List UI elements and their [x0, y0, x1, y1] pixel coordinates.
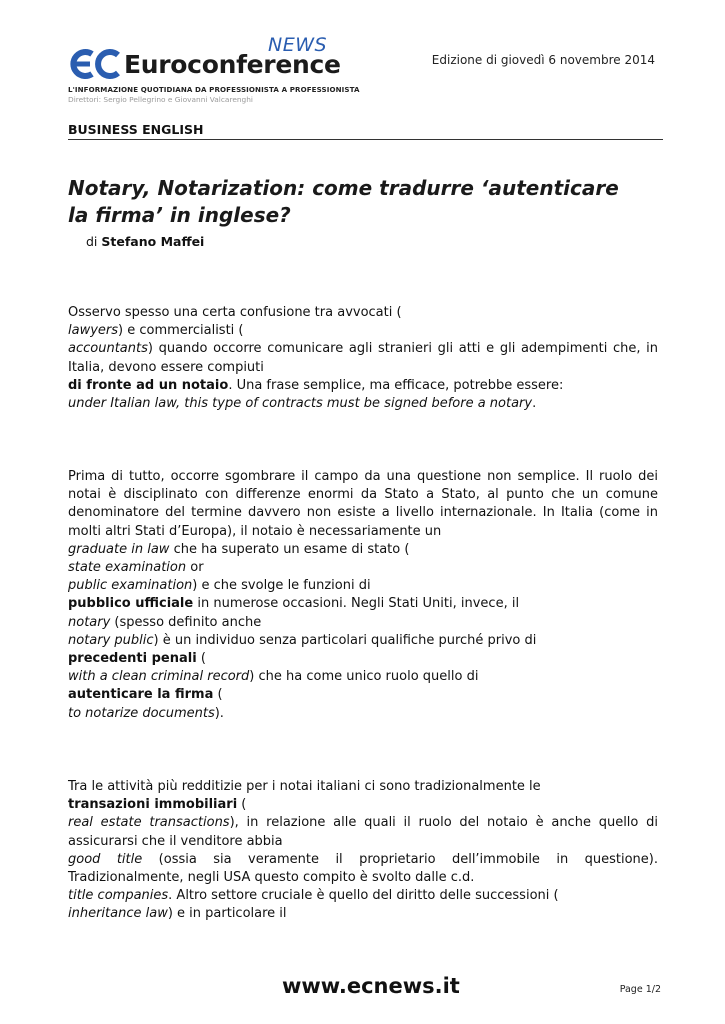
author-name: Stefano Maffei [101, 234, 205, 249]
text-line: good title (ossia sia veramente il proprietario dell’immobile in questione). Tradizionalmente, negli USA questo compito è svolto dalle c.d. [68, 851, 658, 886]
euroconference-logo-icon [68, 46, 122, 82]
text-line: di fronte ad un notaio. Una frase semplice, ma efficace, potrebbe essere: [68, 377, 564, 393]
masthead [68, 36, 663, 108]
article-title: Notary, Notarization: come tradurre ‘autenticare la firma’ in inglese? [68, 176, 619, 227]
text-line: with a clean criminal record) che ha come unico ruolo quello di [68, 669, 479, 685]
text-line: lawyers) e commercialisti ( [68, 323, 244, 339]
footer-website-link[interactable]: www.ecnews.it [282, 974, 460, 998]
text-line: to notarize documents). [68, 705, 224, 721]
text-line: Tra le attività più redditizie per i notai italiani ci sono tradizionalmente le [68, 779, 541, 794]
logo-tagline: L'INFORMAZIONE QUOTIDIANA DA PROFESSIONISTA A PROFESSIONISTA [68, 85, 360, 94]
text-line: graduate in law che ha superato un esame di stato ( [68, 541, 410, 557]
text-line: precedenti penali ( [68, 651, 206, 667]
text-line: inheritance law) e in particolare il [68, 906, 287, 922]
text-line: under Italian law, this type of contracts must be signed before a notary. [68, 396, 537, 412]
paragraph-3 [68, 778, 658, 924]
text-line: notary public) è un individuo senza particolari qualifiche purché privo di [68, 632, 537, 648]
paragraph-2 [68, 468, 658, 723]
text-line: state examination or [68, 560, 204, 576]
text-line: Prima di tutto, occorre sgombrare il campo da una questione non semplice. Il ruolo dei notai è disciplinato con differenze enormi da Stato a Stato, al punto che un comune denominatore del termine davvero non esiste a livello internazionale. In Italia (come in molti altri Stati d’Europa), il notaio è necessariamente un [68, 469, 658, 539]
text-line: notary (spesso definito anche [68, 614, 262, 630]
byline-prefix: di [86, 234, 98, 249]
text-line: accountants) quando occorre comunicare agli stranieri gli atti e gli adempimenti che, in Italia, devono essere compiuti [68, 341, 658, 375]
edition-date: Edizione di giovedì 6 novembre 2014 [431, 53, 655, 67]
logo-directors: Direttori: Sergio Pellegrino e Giovanni Valcarenghi [68, 95, 253, 104]
text-line: title companies. Altro settore cruciale è quello del diritto delle successioni ( [68, 888, 559, 904]
logo-name: Euroconference [124, 50, 341, 79]
logo-news: NEWS [268, 34, 328, 56]
byline [86, 234, 204, 249]
paragraph-1 [68, 304, 658, 413]
text-line: pubblico ufficiale in numerose occasioni. Negli Stati Uniti, invece, il [68, 596, 520, 612]
page-number: Page 1/2 [619, 984, 661, 995]
text-line: Osservo spesso una certa confusione tra avvocati ( [68, 305, 402, 320]
text-line: real estate transactions), in relazione alle quali il ruolo del notaio è anche quello di assicurarsi che il venditore abbia [68, 815, 658, 849]
text-line: public examination) e che svolge le funzioni di [68, 578, 371, 594]
section-heading: BUSINESS ENGLISH [68, 122, 663, 140]
text-line: transazioni immobiliari ( [68, 797, 247, 813]
text-line: autenticare la firma ( [68, 687, 223, 703]
